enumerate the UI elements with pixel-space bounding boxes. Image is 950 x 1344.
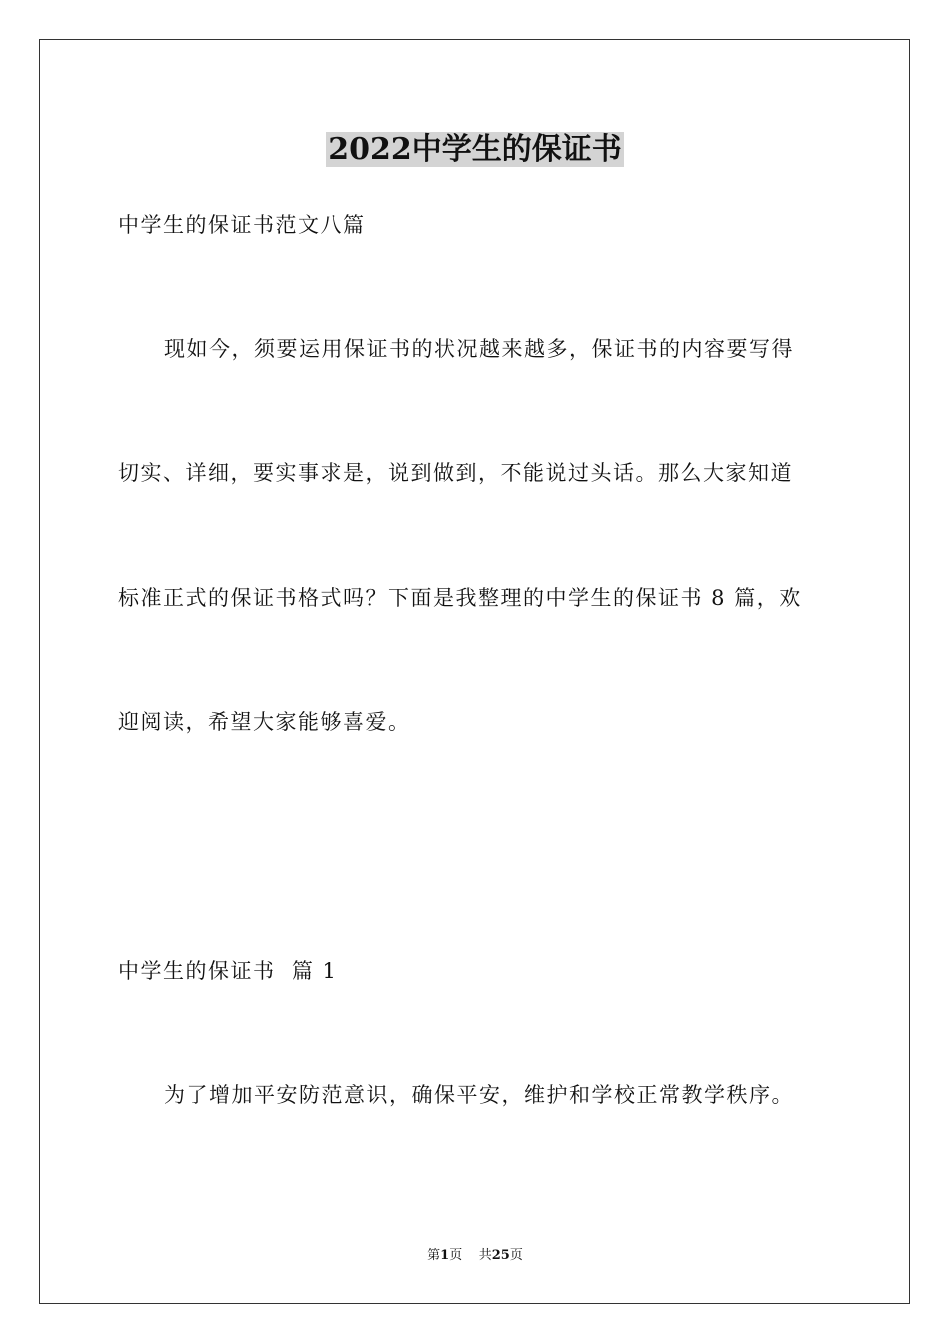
- page-footer: [0, 1247, 950, 1265]
- document-subtitle: 中学生的保证书范文八篇: [118, 213, 366, 237]
- document-title-text: 2022中学生的保证书: [328, 132, 622, 167]
- intro-paragraph-line-1: 现如今，须要运用保证书的状况越来越多，保证书的内容要写得: [164, 337, 794, 361]
- intro-paragraph-line-4: 迎阅读，希望大家能够喜爱。: [118, 710, 411, 734]
- footer-total-pages: 25: [491, 1248, 510, 1263]
- footer-current-page: 1: [440, 1248, 450, 1263]
- section-heading: 中学生的保证书 篇 1: [118, 959, 338, 983]
- section-paragraph-line-1: 为了增加平安防范意识，确保平安，维护和学校正常教学秩序。: [164, 1083, 794, 1107]
- footer-mid: 页 共: [449, 1248, 492, 1263]
- footer-prefix: 第: [427, 1248, 441, 1263]
- footer-suffix: 页: [509, 1248, 523, 1263]
- intro-paragraph-line-3: 标准正式的保证书格式吗？下面是我整理的中学生的保证书 8 篇，欢: [118, 586, 802, 610]
- intro-paragraph-line-2: 切实、详细，要实事求是，说到做到，不能说过头话。那么大家知道: [118, 461, 793, 485]
- document-title: [0, 128, 950, 172]
